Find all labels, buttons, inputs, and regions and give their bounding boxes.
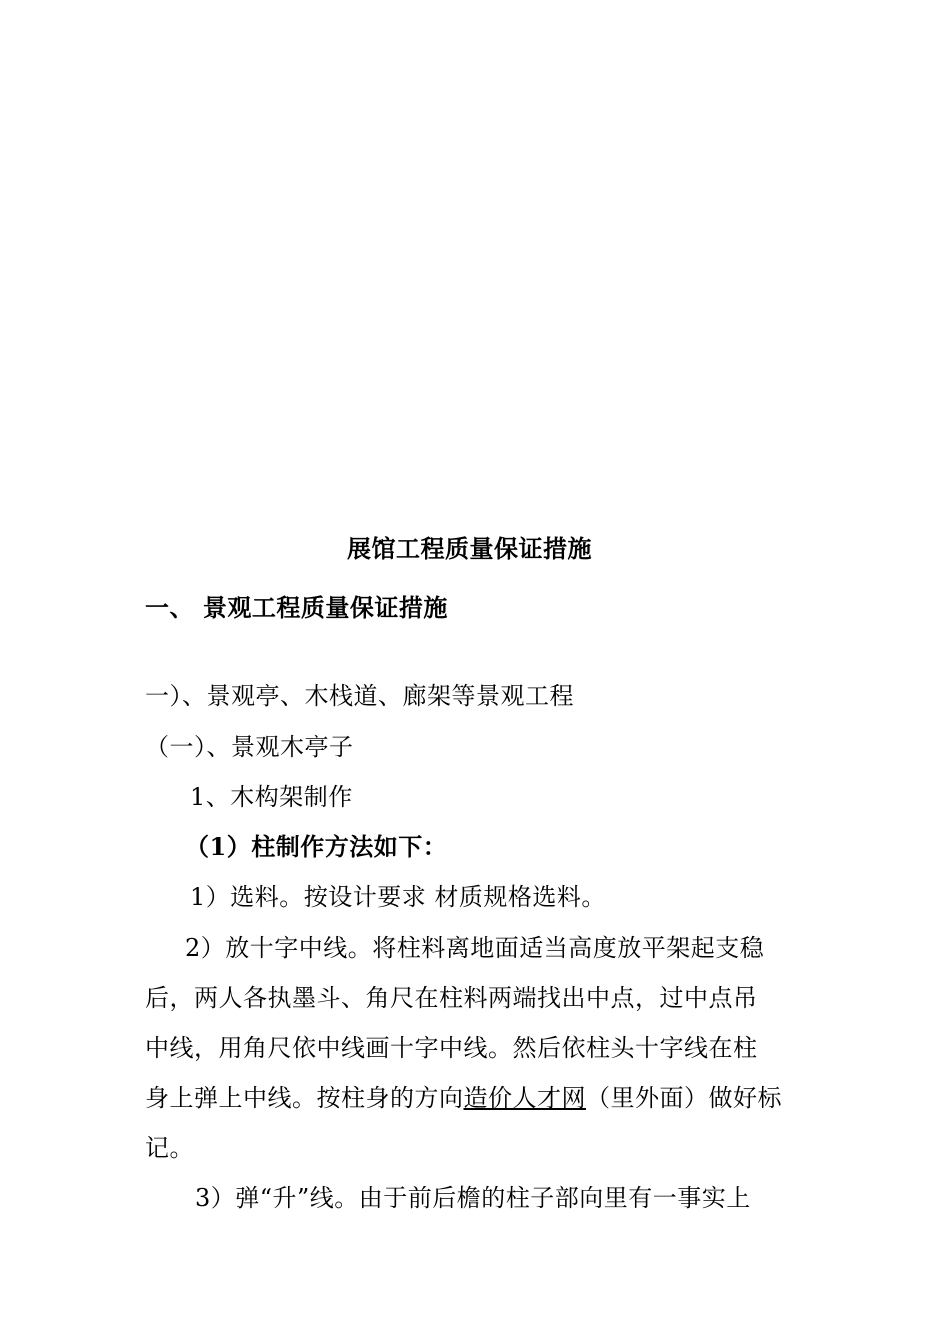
paragraph-step-3-line-1: 3）弹“升”线。由于前后檐的柱子部向里有一事实上 bbox=[195, 1184, 751, 1212]
paragraph-step-2-line-2: 后，两人各执墨斗、角尺在柱料两端找出中点，过中点吊 bbox=[145, 984, 758, 1012]
item-subheading: （1）柱制作方法如下： bbox=[185, 832, 448, 861]
paragraph-step-2-line-1: 2）放十字中线。将柱料离地面适当高度放平架起支稳 bbox=[185, 934, 765, 962]
paragraph-step-2-line-5: 记。 bbox=[145, 1134, 194, 1162]
document-title: 展馆工程质量保证措施 bbox=[347, 534, 592, 563]
subsection-heading-2: （一）、景观木亭子 bbox=[145, 733, 354, 761]
inline-link[interactable]: 造价人才网 bbox=[463, 1084, 586, 1112]
paragraph-text: 身上弹上中线。按柱身的方向 bbox=[145, 1084, 464, 1112]
subsection-heading: 一）、景观亭、木栈道、廊架等景观工程 bbox=[145, 682, 574, 710]
paragraph-step-1: 1）选料。按设计要求 材质规格选料。 bbox=[190, 883, 606, 911]
item-heading: 1、木构架制作 bbox=[190, 783, 353, 811]
section-heading: 一、 景观工程质量保证措施 bbox=[145, 593, 448, 622]
paragraph-step-2-line-3: 中线，用角尺依中线画十字中线。然后依柱头十字线在柱 bbox=[145, 1034, 758, 1062]
paragraph-text: （里外面）做好标 bbox=[586, 1084, 782, 1112]
paragraph-step-2-line-4 bbox=[145, 1082, 782, 1114]
